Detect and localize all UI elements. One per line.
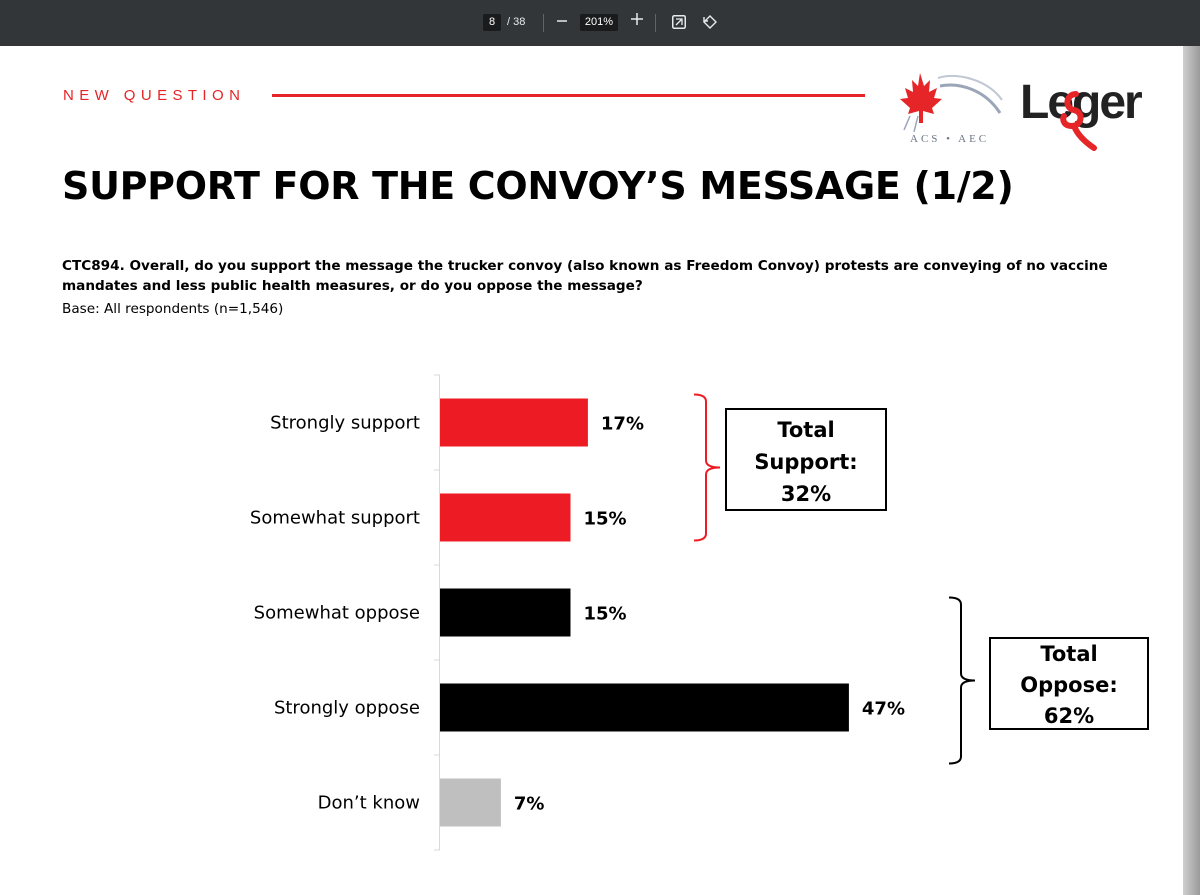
value-label: 7%: [513, 793, 545, 815]
category-label: Somewhat oppose: [253, 602, 420, 624]
page-number-input[interactable]: 8: [483, 14, 501, 31]
value-label: 17%: [600, 413, 644, 435]
total-oppose-box: [989, 637, 1149, 730]
total-support-box: [725, 408, 887, 511]
support-bracket: [694, 395, 720, 541]
section-label: NEW QUESTION: [63, 87, 246, 104]
total-support-value: 32%: [780, 482, 832, 506]
zoom-level-input[interactable]: 201%: [580, 14, 618, 31]
total-support-line: Support:: [754, 450, 858, 474]
bar: [440, 494, 571, 542]
page-count: / 38: [507, 16, 526, 28]
question-text: CTC894. Overall, do you support the message the trucker convoy (also known as Freedom Convoy) protests are conveying of no vaccine mandates and less public health measures, or do you oppose the message?: [62, 258, 1108, 294]
bar: [440, 589, 571, 637]
category-label: Somewhat support: [249, 507, 420, 529]
leger-logo-text: Leger: [1020, 76, 1141, 129]
base-note: Base: All respondents (n=1,546): [62, 301, 284, 317]
category-label: Don’t know: [317, 792, 420, 814]
bar: [440, 779, 501, 827]
bar: [440, 684, 849, 732]
oppose-bracket: [949, 598, 975, 764]
total-support-line: Total: [777, 418, 835, 442]
value-label: 15%: [583, 508, 627, 530]
total-oppose-value: 62%: [1043, 704, 1095, 728]
bar: [440, 399, 588, 447]
total-oppose-line: Oppose:: [1020, 673, 1118, 697]
value-label: 15%: [583, 603, 627, 625]
category-label: Strongly support: [270, 412, 420, 434]
total-oppose-line: Total: [1040, 642, 1098, 666]
slide-title: SUPPORT FOR THE CONVOY’S MESSAGE (1/2): [62, 164, 1014, 208]
value-label: 47%: [861, 698, 905, 720]
acs-logo-text: ACS • AEC: [910, 133, 990, 145]
category-label: Strongly oppose: [273, 697, 420, 719]
